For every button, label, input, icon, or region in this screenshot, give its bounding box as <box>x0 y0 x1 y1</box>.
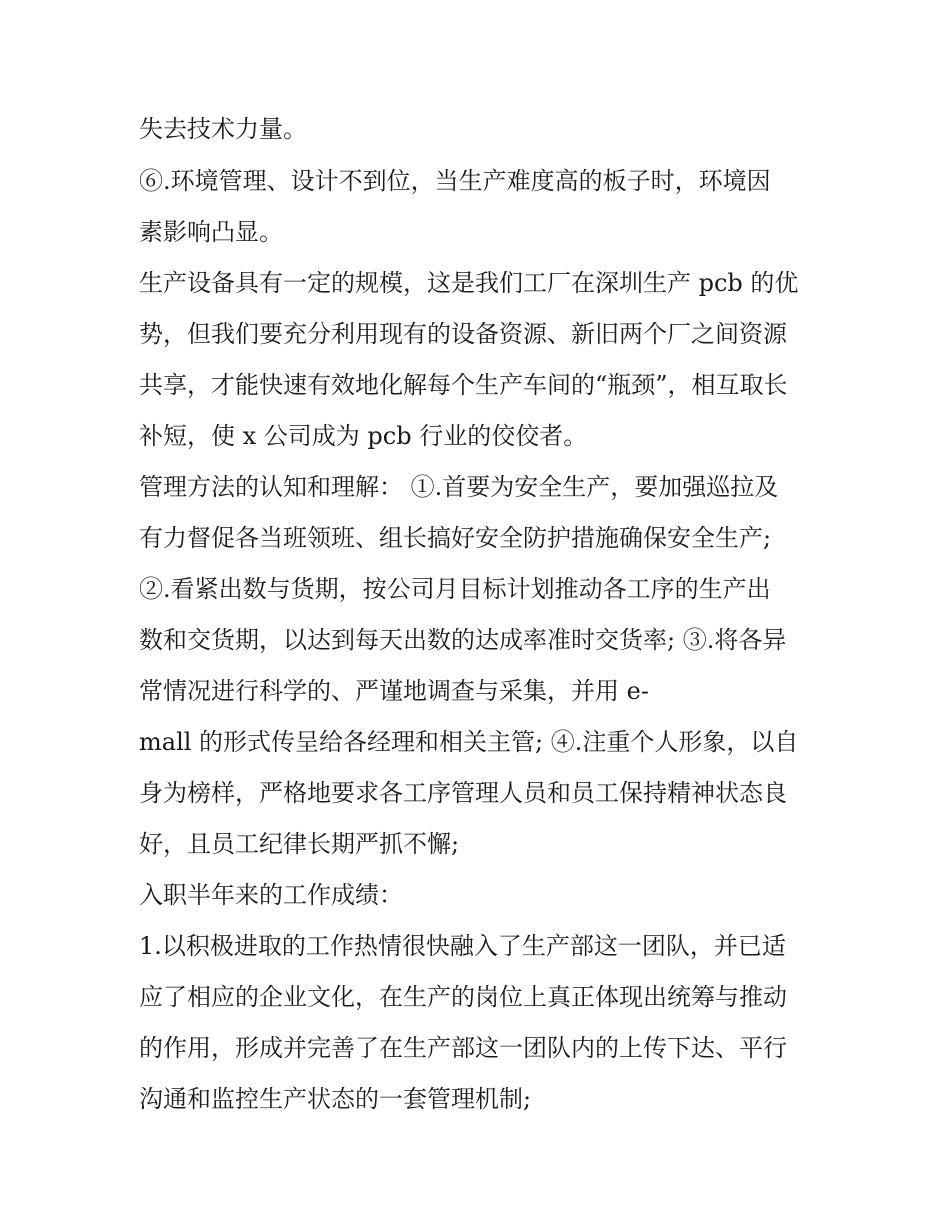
text-line: 沟通和监控生产状态的一套管理机制; <box>139 1085 532 1113</box>
text-line: 共享，才能快速有效地化解每个生产车间的“瓶颈”，相互取长 <box>139 371 788 399</box>
text-line: 常情况进行科学的、严谨地调查与采集，并用 e- <box>139 677 649 705</box>
text-line: 补短，使 x 公司成为 pcb 行业的佼佼者。 <box>139 422 588 450</box>
text-line: 应了相应的企业文化，在生产的岗位上真正体现出统筹与推动 <box>139 983 787 1011</box>
text-line: 数和交货期，以达到每天出数的达成率准时交货率; ③.将各异 <box>139 626 787 654</box>
text-line: 势，但我们要充分利用现有的设备资源、新旧两个厂之间资源 <box>139 320 787 348</box>
text-line: 1.以积极进取的工作热情很快融入了生产部这一团队，并已适 <box>139 932 786 960</box>
text-line: 入职半年来的工作成绩： <box>139 881 403 909</box>
text-line: 身为榜样，严格地要求各工序管理人员和员工保持精神状态良 <box>139 779 787 807</box>
text-line: 生产设备具有一定的规模，这是我们工厂在深圳生产 pcb 的优 <box>139 269 799 297</box>
text-line: 素影响凸显。 <box>139 218 283 246</box>
text-line: ②.看紧出数与货期，按公司月目标计划推动各工序的生产出 <box>139 575 771 603</box>
text-line: 有力督促各当班领班、组长搞好安全防护措施确保安全生产; <box>139 524 772 552</box>
text-line: 的作用，形成并完善了在生产部这一团队内的上传下达、平行 <box>139 1034 787 1062</box>
text-line: ⑥.环境管理、设计不到位，当生产难度高的板子时，环境因 <box>139 167 771 195</box>
text-line: 好，且员工纪律长期严抓不懈; <box>139 830 460 858</box>
text-line: 失去技术力量。 <box>139 115 307 143</box>
text-line: 管理方法的认知和理解： ①.首要为安全生产，要加强巡拉及 <box>139 473 779 501</box>
text-line: mall 的形式传呈给各经理和相关主管; ④.注重个人形象，以自 <box>139 728 799 756</box>
